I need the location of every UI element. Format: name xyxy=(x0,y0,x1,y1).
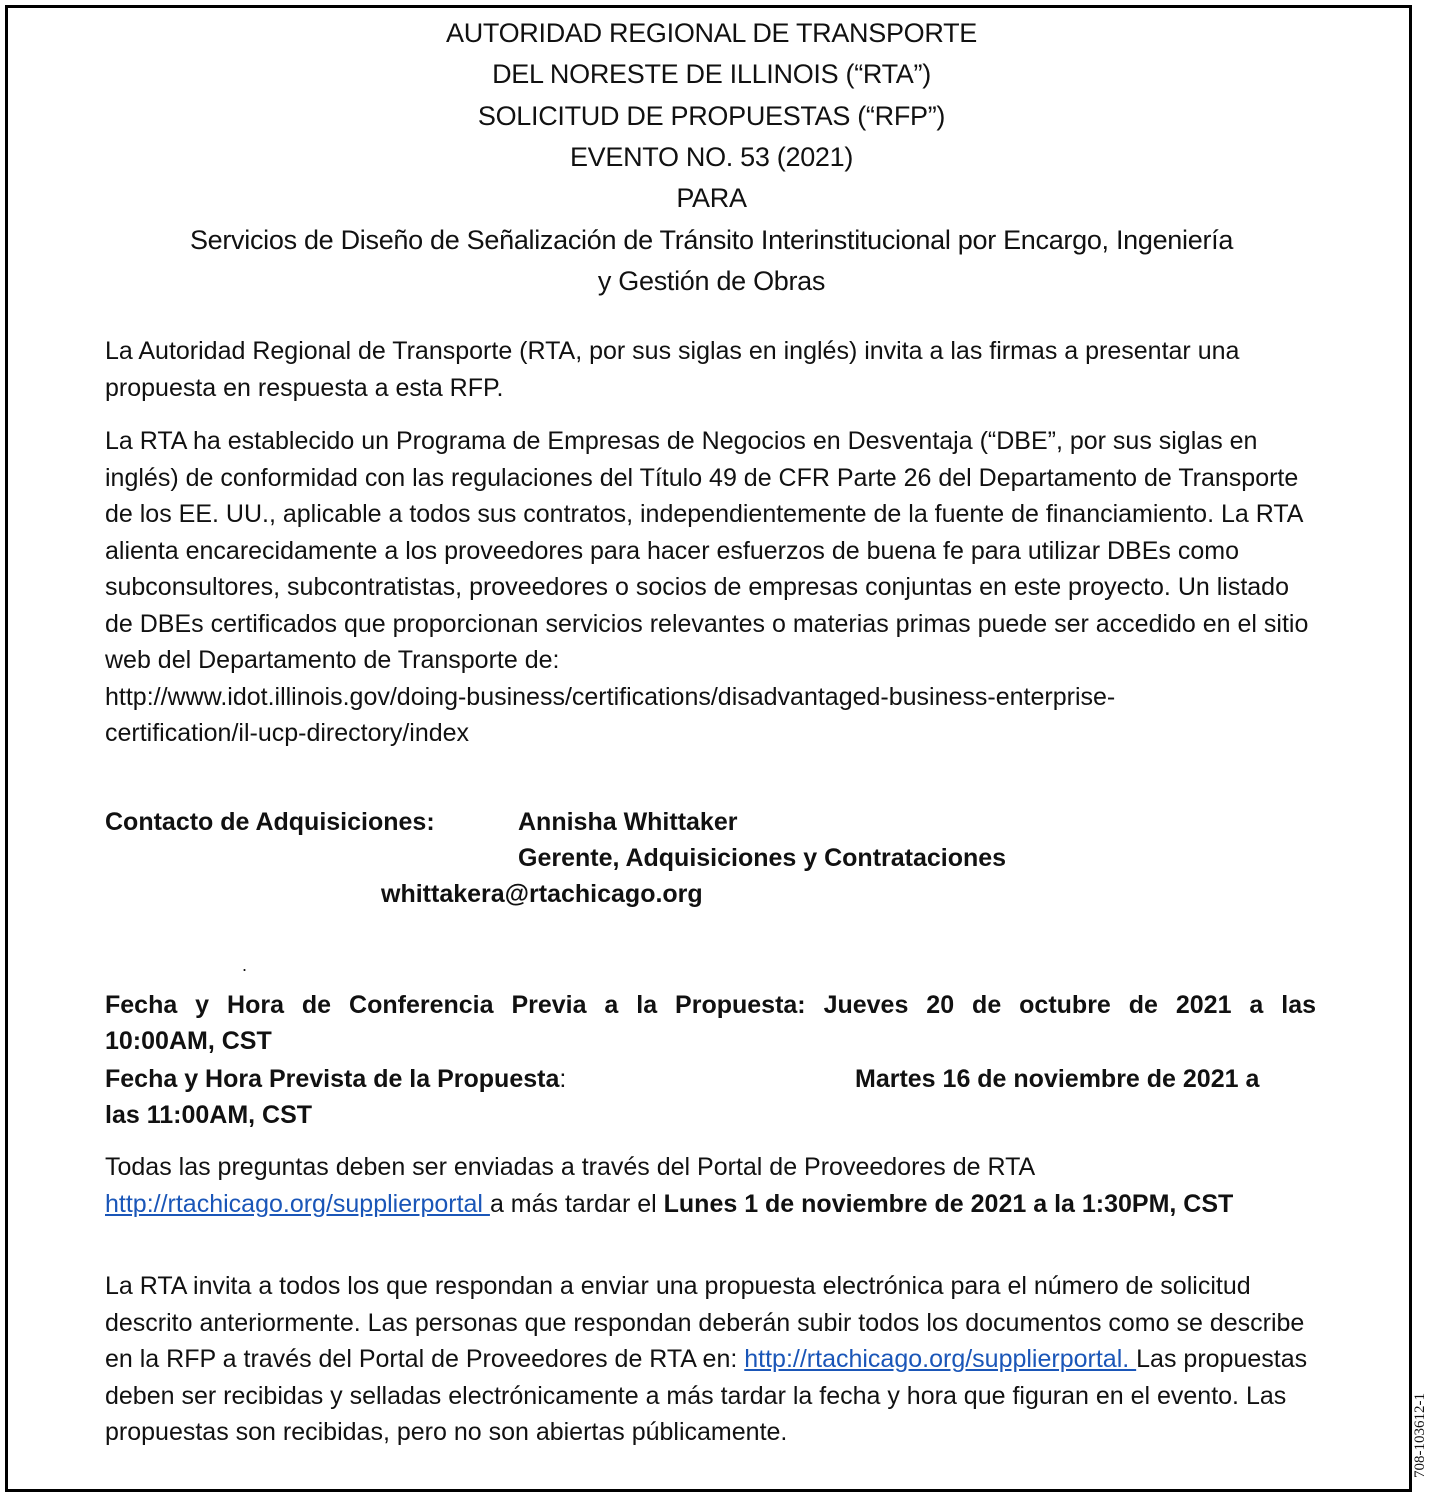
header-line-region: DEL NORESTE DE ILLINOIS (“RTA”) xyxy=(492,59,931,89)
submission-paragraph xyxy=(105,1268,1320,1451)
questions-text-deadline-intro: a más tardar el xyxy=(489,1189,664,1218)
contact-title: Gerente, Adquisiciones y Contrataciones xyxy=(518,844,1007,872)
preproposal-label: Fecha y Hora de Conferencia Previa a la Propuesta: xyxy=(105,991,806,1019)
header-line-authority: AUTORIDAD REGIONAL DE TRANSPORTE xyxy=(445,18,977,48)
due-label-line xyxy=(105,1061,566,1097)
header-line-event: EVENTO NO. 53 (2021) xyxy=(569,142,854,172)
intro-paragraph: La Autoridad Regional de Transporte (RTA, por sus siglas en inglés) invita a las firmas a presentar una propuesta en respuesta a esta RFP. xyxy=(105,337,1240,402)
document-code: 708-103612-1 xyxy=(1412,1393,1428,1478)
header-line-rfp: SOLICITUD DE PROPUESTAS (“RFP”) xyxy=(477,101,946,131)
contact-email: whittakera@rtachicago.org xyxy=(381,880,703,908)
header-line-services: Servicios de Diseño de Señalización de Tránsito Interinstitucional por Encargo, Ingeniería xyxy=(189,225,1234,255)
questions-deadline: Lunes 1 de noviembre de 2021 a la 1:30PM, CST xyxy=(663,1189,1234,1218)
due-value-cont: las 11:00AM, CST xyxy=(105,1101,313,1129)
dbe-url-line2: certification/il-ucp-directory/index xyxy=(105,719,470,747)
due-value: Martes 16 de noviembre de 2021 a xyxy=(855,1065,1260,1093)
contact-name: Annisha Whittaker xyxy=(518,808,738,836)
contact-label: Contacto de Adquisiciones: xyxy=(105,808,435,836)
supplier-portal-link-2[interactable]: http://rtachicago.org/supplierportal. xyxy=(744,1345,1137,1373)
questions-text: Todas las preguntas deben ser enviadas a través del Portal de Proveedores de RTA xyxy=(105,1153,1036,1181)
submission-text: La RTA invita a todos los que respondan a enviar una propuesta electrónica para el número de solicitud descrito anteriormente. Las personas que respondan deberán subir todos los documentos como se describe en la RFP a través del Portal de Proveedores de RTA en: xyxy=(105,1272,1305,1373)
header-line-services-cont: y Gestión de Obras xyxy=(597,266,826,296)
supplier-portal-link[interactable]: http://rtachicago.org/supplierportal xyxy=(105,1189,490,1218)
dbe-url-line1: http://www.idot.illinois.gov/doing-business/certifications/disadvantaged-business-enterprise- xyxy=(105,682,1116,711)
dbe-text: La RTA ha establecido un Programa de Empresas de Negocios en Desventaja (“DBE”, por sus siglas en inglés) de conformidad con las regulaciones del Título 49 de CFR Parte 26 del Departamento de Transporte de los EE. UU., aplicable a todos sus contratos, independientemente de la fuente de financiamiento. La RTA alienta encarecidamente a los proveedores para hacer esfuerzos de buena fe para utilizar DBEs como subconsultores, subcontratistas, proveedores o socios de empresas conjuntas en este proyecto. Un listado de DBEs certificados que proporcionan servicios relevantes o materias primas puede ser accedido en el sitio web del Departamento de Transporte de: xyxy=(105,427,1309,674)
stray-dot: . xyxy=(242,955,248,975)
preproposal-value: Jueves 20 de octubre de 2021 a las xyxy=(823,991,1317,1019)
preproposal-value-cont: 10:00AM, CST xyxy=(105,1027,272,1055)
due-label: Fecha y Hora Prevista de la Propuesta xyxy=(105,1065,560,1093)
due-label-colon: : xyxy=(559,1065,567,1093)
dbe-paragraph xyxy=(105,423,1320,752)
questions-paragraph xyxy=(105,1149,1320,1222)
preproposal-line xyxy=(105,987,1316,1023)
header-line-para: PARA xyxy=(676,183,747,213)
submission-text-cont: Las propuestas deben ser recibidas y selladas electrónicamente a más tardar la fecha y hora que figuran en el evento. Las propuestas son recibidas, pero no son abiertas públicamente. xyxy=(105,1345,1308,1446)
